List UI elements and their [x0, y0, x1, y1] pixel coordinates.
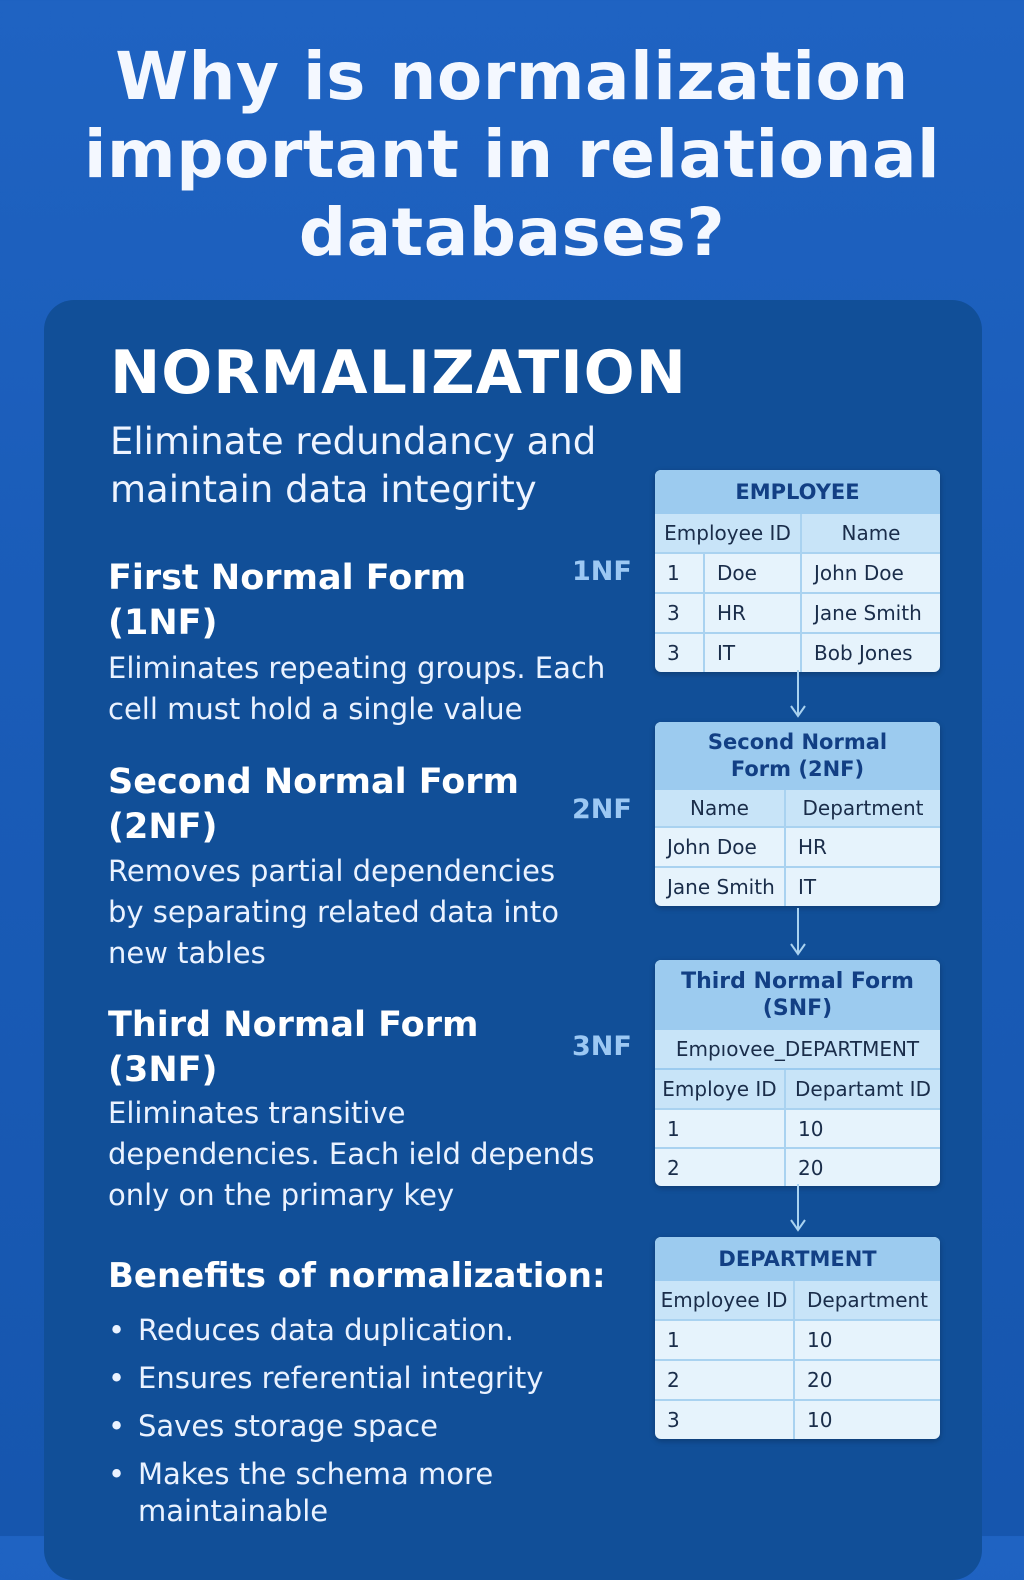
section-heading-2nf: Second Normal Form (2NF)	[108, 762, 520, 847]
table-title: DEPARTMENT	[655, 1237, 940, 1281]
table-cell: 10	[798, 1116, 824, 1141]
table-cell: 1	[655, 554, 705, 592]
table-header-cell: Department	[806, 1288, 929, 1312]
table-header-cell: Employe ID	[655, 1070, 786, 1108]
table-cell: Jane Smith	[814, 601, 922, 625]
table-title: EMPLOYEE	[655, 470, 940, 514]
label-2nf: 2NF	[572, 794, 632, 825]
table-subtitle: Empıovee_DEPARTMENT	[655, 1030, 940, 1070]
table-header-cell: Department	[802, 796, 924, 820]
table-row	[655, 1401, 940, 1439]
table-cell: 3	[655, 594, 705, 632]
section-text-3nf: Eliminates transitive dependencies. Each ield depends only on the primary key	[108, 1096, 595, 1212]
table-cell: 10	[807, 1328, 833, 1352]
table-row	[655, 1361, 940, 1401]
section-text-1nf: Eliminates repeating groups. Each cell must hold a single value	[108, 651, 606, 726]
table-cell: 1	[655, 1110, 786, 1147]
benefit-item: • Saves storage space	[108, 1408, 608, 1445]
panel-heading: NORMALIZATION	[110, 338, 687, 408]
table-title: Third Normal Form (SNF)	[655, 960, 940, 1030]
section-heading-3nf: Third Normal Form (3NF)	[108, 1005, 479, 1090]
benefit-item: • Makes the schema more maintainable	[108, 1456, 608, 1530]
table-header-cell: Departamt ID	[795, 1077, 931, 1101]
table-header-cell: Name	[841, 521, 901, 545]
table-header-row	[655, 1281, 940, 1321]
table-cell: 3	[655, 1401, 795, 1439]
second-normal-form-table	[655, 722, 940, 906]
table-header-cell: Employee ID	[655, 1281, 795, 1319]
table-cell: 20	[807, 1368, 833, 1392]
page-title: Why is normalization important in relational databases?	[83, 38, 941, 271]
table-row	[655, 1321, 940, 1361]
table-cell: HR	[705, 594, 802, 632]
table-cell: Doe	[705, 554, 802, 592]
table-header-cell: Employee ID	[655, 514, 802, 552]
table-cell: 2	[655, 1149, 786, 1186]
benefit-item: • Ensures referential integrity	[108, 1360, 608, 1397]
down-arrow-icon	[788, 1184, 808, 1234]
table-cell: 1	[655, 1321, 795, 1359]
benefits-heading: Benefits of normalization:	[108, 1256, 606, 1296]
table-cell: Bob Jones	[814, 641, 913, 665]
table-row	[655, 594, 940, 634]
table-row	[655, 1110, 940, 1149]
table-cell: 10	[807, 1408, 833, 1432]
table-cell: 3	[655, 634, 705, 672]
table-row	[655, 554, 940, 594]
down-arrow-icon	[788, 908, 808, 958]
table-cell: 2	[655, 1361, 795, 1399]
table-cell: John Doe	[655, 828, 786, 866]
table-header-row	[655, 790, 940, 828]
section-heading-1nf: First Normal Form (1NF)	[108, 558, 467, 643]
table-row	[655, 868, 940, 906]
table-row	[655, 1149, 940, 1186]
employee-table	[655, 470, 940, 672]
table-header-row	[655, 1070, 940, 1110]
table-title: Second Normal Form (2NF)	[655, 722, 940, 790]
table-row	[655, 634, 940, 672]
table-cell: IT	[705, 634, 802, 672]
table-cell: Jane Smith	[655, 868, 786, 906]
table-cell: 20	[798, 1155, 824, 1180]
table-header-cell: Name	[655, 790, 786, 826]
table-cell: John Doe	[814, 561, 904, 585]
third-normal-form-table	[655, 960, 940, 1186]
panel-subtitle: Eliminate redundancy and maintain data integrity	[110, 420, 597, 511]
table-header-row	[655, 514, 940, 554]
department-table	[655, 1237, 940, 1439]
table-cell: HR	[798, 835, 827, 859]
down-arrow-icon	[788, 670, 808, 720]
table-cell: IT	[798, 875, 817, 899]
section-text-2nf: Removes partial dependencies by separating related data into new tables	[108, 854, 559, 970]
benefit-item: • Reduces data duplication.	[108, 1312, 608, 1349]
benefits-list	[108, 1312, 608, 1541]
label-3nf: 3NF	[572, 1031, 632, 1062]
label-1nf: 1NF	[572, 556, 632, 587]
table-row	[655, 828, 940, 868]
